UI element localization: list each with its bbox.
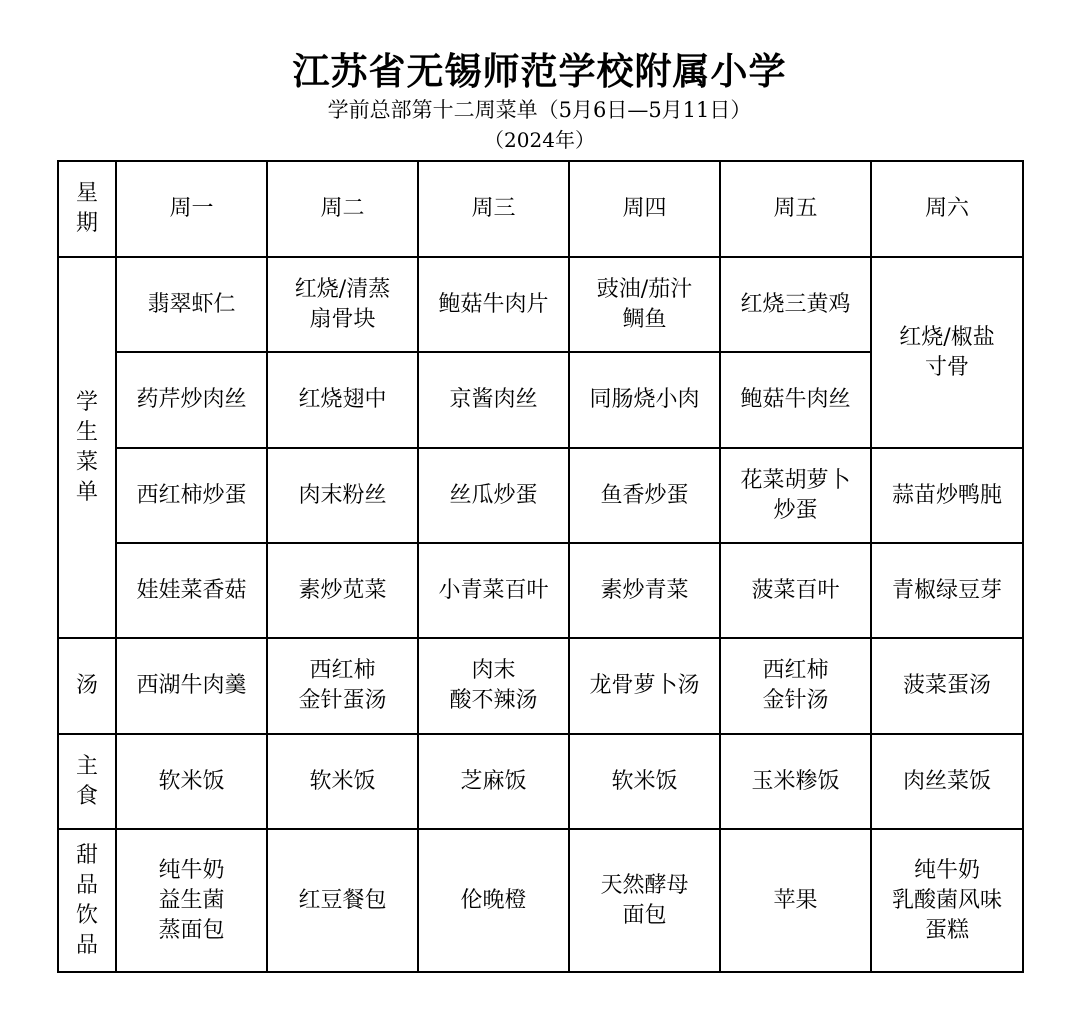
- dessert-label: 甜品饮品: [75, 842, 98, 958]
- day-header-thu: 周四: [569, 161, 720, 257]
- menu-cell: 青椒绿豆芽: [871, 543, 1023, 638]
- menu-cell: 药芹炒肉丝: [116, 352, 267, 448]
- staple-cell: 玉米糁饭: [720, 734, 871, 829]
- menu-cell: 鲍菇牛肉片: [418, 257, 569, 352]
- menu-cell: 菠菜百叶: [720, 543, 871, 638]
- staple-cell: 软米饭: [569, 734, 720, 829]
- soup-cell: 菠菜蛋汤: [871, 638, 1023, 734]
- soup-cell: 龙骨萝卜汤: [569, 638, 720, 734]
- soup-label: 汤: [75, 673, 98, 698]
- menu-cell: 翡翠虾仁: [116, 257, 267, 352]
- student-row-1: [58, 257, 1023, 352]
- menu-cell: 花菜胡萝卜 炒蛋: [720, 448, 871, 543]
- student-row-3: [58, 448, 1023, 543]
- soup-cell: 西红柿 金针汤: [720, 638, 871, 734]
- menu-cell: 丝瓜炒蛋: [418, 448, 569, 543]
- day-header-wed: 周三: [418, 161, 569, 257]
- dessert-cell: 伦晚橙: [418, 829, 569, 972]
- page-title: 江苏省无锡师范学校附属小学: [292, 50, 787, 93]
- soup-cell: 西红柿 金针蛋汤: [267, 638, 418, 734]
- staple-row: [58, 734, 1023, 829]
- menu-cell: 小青菜百叶: [418, 543, 569, 638]
- menu-cell: 豉油/茄汁 鲷鱼: [569, 257, 720, 352]
- dessert-cell: 纯牛奶 乳酸菌风味 蛋糕: [871, 829, 1023, 972]
- student-menu-label-cell: [58, 257, 116, 638]
- staple-cell: 软米饭: [116, 734, 267, 829]
- soup-cell: 肉末 酸不辣汤: [418, 638, 569, 734]
- day-header-mon: 周一: [116, 161, 267, 257]
- weekday-label: 星期: [75, 181, 98, 236]
- dessert-row: [58, 829, 1023, 972]
- page-subtitle: 学前总部第十二周菜单（5月6日—5月11日）: [327, 98, 752, 122]
- menu-cell: 同肠烧小肉: [569, 352, 720, 448]
- menu-cell: 素炒青菜: [569, 543, 720, 638]
- day-header-tue: 周二: [267, 161, 418, 257]
- dessert-cell: 天然酵母 面包: [569, 829, 720, 972]
- staple-label: 主食: [75, 753, 98, 809]
- day-header-fri: 周五: [720, 161, 871, 257]
- staple-cell: 肉丝菜饭: [871, 734, 1023, 829]
- soup-label-cell: [58, 638, 116, 734]
- staple-cell: 软米饭: [267, 734, 418, 829]
- menu-cell: 西红柿炒蛋: [116, 448, 267, 543]
- menu-cell: 红烧翅中: [267, 352, 418, 448]
- menu-cell: 肉末粉丝: [267, 448, 418, 543]
- student-menu-label: 学生菜单: [75, 389, 98, 505]
- menu-cell: 京酱肉丝: [418, 352, 569, 448]
- menu-cell: 鲍菇牛肉丝: [720, 352, 871, 448]
- soup-cell: 西湖牛肉羹: [116, 638, 267, 734]
- menu-cell: 红烧三黄鸡: [720, 257, 871, 352]
- soup-row: [58, 638, 1023, 734]
- dessert-label-cell: [58, 829, 116, 972]
- weekday-row: [58, 161, 1023, 257]
- menu-cell: 娃娃菜香菇: [116, 543, 267, 638]
- menu-cell: 素炒苋菜: [267, 543, 418, 638]
- menu-cell: 红烧/清蒸 扇骨块: [267, 257, 418, 352]
- student-row-4: [58, 543, 1023, 638]
- menu-cell: 蒜苗炒鸭肫: [871, 448, 1023, 543]
- staple-label-cell: [58, 734, 116, 829]
- dessert-cell: 纯牛奶 益生菌 蒸面包: [116, 829, 267, 972]
- menu-cell-merged: 红烧/椒盐 寸骨: [871, 257, 1023, 448]
- weekday-label-cell: [58, 161, 116, 257]
- menu-cell: 鱼香炒蛋: [569, 448, 720, 543]
- staple-cell: 芝麻饭: [418, 734, 569, 829]
- day-header-sat: 周六: [871, 161, 1023, 257]
- dessert-cell: 苹果: [720, 829, 871, 972]
- menu-table: [57, 160, 1024, 973]
- page-year: （2024年）: [484, 128, 595, 152]
- dessert-cell: 红豆餐包: [267, 829, 418, 972]
